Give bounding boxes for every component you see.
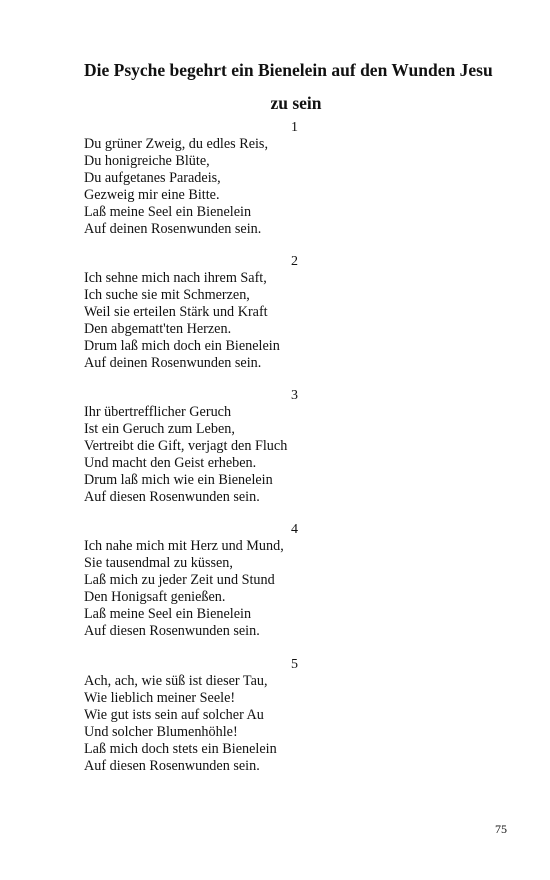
verse-line: Den Honigsaft genießen. <box>84 588 226 605</box>
verse-line: Drum laß mich wie ein Bienelein <box>84 471 273 488</box>
stanza-5 <box>84 656 324 774</box>
verse-line: Den abgematt'ten Herzen. <box>84 320 232 337</box>
verse-line: Auf diesen Rosenwunden sein. <box>84 622 260 639</box>
verse-line: Drum laß mich doch ein Bienelein <box>84 337 280 354</box>
verse-line: Laß meine Seel ein Bienelein <box>84 203 252 220</box>
verse-line: Du aufgetanes Paradeis, <box>84 169 221 186</box>
verse-line: Auf diesen Rosenwunden sein. <box>84 488 260 505</box>
page-number: 75 <box>495 822 507 836</box>
stanza-number: 3 <box>291 388 298 403</box>
verse-line: Und macht den Geist erheben. <box>84 454 257 471</box>
verse-line: Sie tausendmal zu küssen, <box>84 554 233 571</box>
verse-line: Weil sie erteilen Stärk und Kraft <box>84 303 268 320</box>
poem-title-line-1: Die Psyche begehrt ein Bienelein auf den Wunden Jesu <box>84 60 493 80</box>
verse-line: Ach, ach, wie süß ist dieser Tau, <box>84 673 268 689</box>
stanza-1 <box>84 119 324 237</box>
verse-line: Du honigreiche Blüte, <box>84 152 210 169</box>
verse-line: Wie lieblich meiner Seele! <box>84 689 236 706</box>
verse-line: Laß mich doch stets ein Bienelein <box>84 740 277 757</box>
stanza-number: 1 <box>291 120 298 135</box>
verse-line: Ihr übertrefflicher Geruch <box>84 404 232 420</box>
stanza-number: 2 <box>291 254 298 269</box>
stanza-4 <box>84 521 324 639</box>
verse-line: Auf deinen Rosenwunden sein. <box>84 220 262 237</box>
verse-line: Du grüner Zweig, du edles Reis, <box>84 136 269 152</box>
verse-line: Auf deinen Rosenwunden sein. <box>84 354 262 371</box>
verse-line: Ist ein Geruch zum Leben, <box>84 420 235 437</box>
verse-line: Vertreibt die Gift, verjagt den Fluch <box>84 437 288 454</box>
stanza-number: 4 <box>291 522 298 537</box>
verse-line: Ich sehne mich nach ihrem Saft, <box>84 270 267 286</box>
verse-line: Gezweig mir eine Bitte. <box>84 186 220 203</box>
verse-line: Auf diesen Rosenwunden sein. <box>84 757 260 774</box>
verse-line: Und solcher Blumenhöhle! <box>84 723 238 740</box>
poem-title-line-2: zu sein <box>270 93 322 113</box>
verse-line: Laß meine Seel ein Bienelein <box>84 605 252 622</box>
verse-line: Ich nahe mich mit Herz und Mund, <box>84 538 284 554</box>
stanza-number: 5 <box>291 657 298 672</box>
verse-line: Wie gut ists sein auf solcher Au <box>84 706 264 723</box>
stanza-3 <box>84 387 324 505</box>
stanza-2 <box>84 253 324 371</box>
verse-line: Ich suche sie mit Schmerzen, <box>84 286 250 303</box>
verse-line: Laß mich zu jeder Zeit und Stund <box>84 571 275 588</box>
